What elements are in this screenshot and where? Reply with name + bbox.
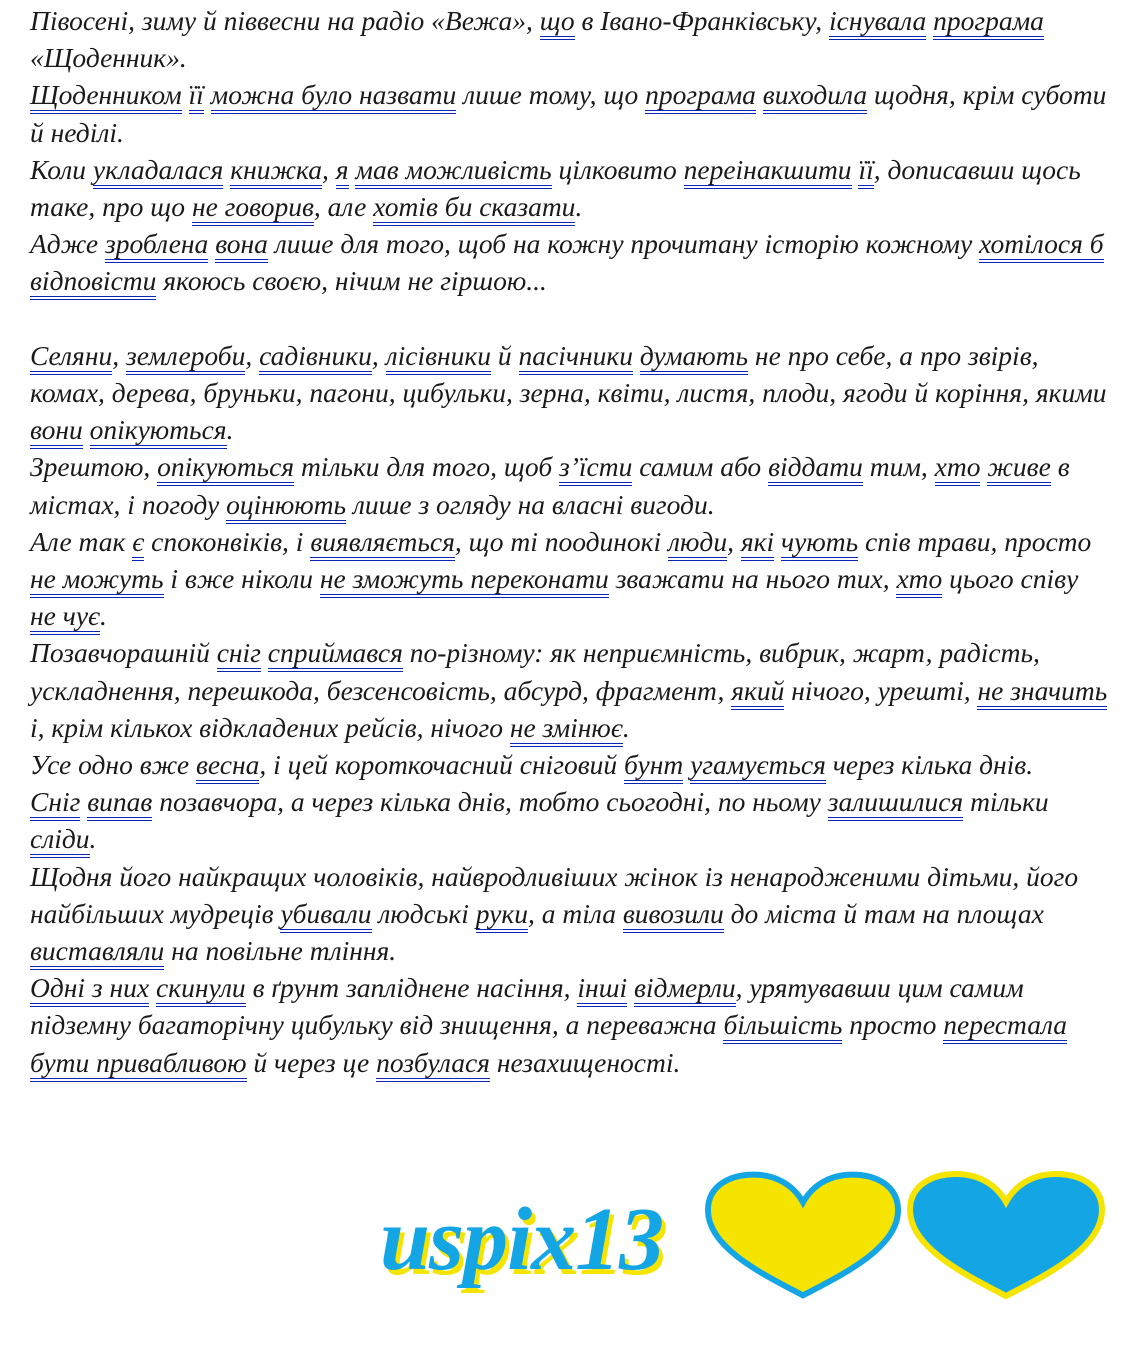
text-run: ,	[321, 153, 336, 185]
text-run: Щодня його найкращих чоловіків, найвродливіших жінок із ненародженими дітьми, його найбільших мудреців	[30, 860, 1079, 929]
text-run: .	[100, 600, 107, 632]
underlined-word: переінакшити	[684, 154, 852, 189]
paragraph	[30, 634, 1110, 746]
paragraph	[30, 225, 1110, 299]
blue-heart-icon	[906, 1170, 1106, 1300]
underlined-word: вивозили	[623, 898, 724, 933]
text-run: спів трави, просто	[858, 525, 1092, 557]
text-run: й	[491, 339, 519, 371]
underlined-word: чують	[781, 526, 858, 561]
text-run: Усе одно вже	[30, 749, 196, 781]
text-run	[633, 340, 640, 371]
underlined-word: її	[858, 154, 873, 189]
underlined-word: книжка	[230, 154, 322, 189]
underlined-word: угамується	[690, 749, 826, 784]
underlined-word: вони	[30, 414, 83, 449]
underlined-word: сприймався	[268, 637, 403, 672]
text-run: якоюсь своєю, нічим не гіршою...	[156, 265, 547, 297]
underlined-word: вона	[215, 228, 268, 263]
underlined-word: хто	[896, 563, 942, 598]
text-run: просто	[842, 1009, 944, 1041]
underlined-word: виявляється	[310, 526, 455, 561]
underlined-word: я	[336, 154, 349, 189]
text-run: позавчора, а через кілька днів, тобто сьогодні, по ньому	[152, 786, 828, 818]
text-run: , але	[313, 191, 374, 223]
underlined-word: не говорив	[192, 191, 314, 226]
underlined-word: хто	[935, 451, 981, 486]
underlined-word: сніг	[217, 637, 261, 672]
text-run: «Щоденник».	[30, 42, 187, 74]
text-run: тим,	[862, 451, 935, 483]
underlined-word: хотілося б відповісти	[30, 228, 1104, 300]
underlined-word: не значить	[977, 675, 1107, 710]
underlined-word: Щоденником	[30, 79, 182, 114]
underlined-word: перестала бути привабливою	[30, 1009, 1067, 1081]
underlined-word: зроблена	[105, 228, 208, 263]
underlined-word: можна було назвати	[211, 79, 457, 114]
text-run: .	[622, 711, 630, 743]
text-run: ,	[112, 339, 126, 371]
underlined-word: весна	[196, 749, 259, 784]
underlined-word: лісівники	[386, 340, 491, 375]
underlined-word: пасічники	[519, 340, 633, 375]
paragraph	[30, 523, 1110, 635]
text-run: .	[89, 823, 97, 855]
underlined-word: живе	[987, 451, 1050, 486]
underlined-word: які	[741, 526, 774, 561]
text-run: цього співу	[942, 563, 1079, 595]
paragraph	[30, 151, 1110, 225]
underlined-word: виставляли	[30, 935, 164, 970]
text-run	[756, 79, 763, 110]
text-run: в містах, і погоду	[30, 451, 1070, 520]
underlined-word: бунт	[624, 749, 683, 784]
underlined-word: існувала	[829, 5, 926, 40]
underlined-word: опікуються	[90, 414, 227, 449]
text-run: не про себе, а про звірів, комах, дерева, бруньки, пагони, цибульки, зерна, квіти, листя, плоди, ягоди й коріння, якими	[30, 339, 1107, 409]
text-run: Позавчорашній	[30, 637, 217, 669]
underlined-word: убивали	[280, 898, 371, 933]
text-run: Зрештою,	[30, 451, 158, 483]
text-run: через кілька днів.	[825, 749, 1034, 781]
text-run	[627, 972, 634, 1003]
text-run: ,	[371, 339, 386, 371]
text-run: .	[226, 414, 234, 446]
text-run: і, крім кількох відкладених рейсів, нічого	[30, 711, 510, 743]
text-run: споконвіків, і	[144, 525, 311, 557]
yellow-heart-icon	[704, 1170, 902, 1300]
underlined-word: відмерли	[634, 972, 736, 1007]
uspix13-logo: uspix13	[380, 1190, 664, 1289]
text-run: Але так	[30, 525, 133, 557]
paragraph	[30, 858, 1110, 970]
underlined-word: який	[731, 675, 784, 710]
text-run: , що ті поодинокі	[454, 525, 669, 557]
text-run	[261, 637, 268, 668]
text-run	[204, 79, 211, 110]
underlined-word: виходила	[763, 79, 867, 114]
text-run: на повільне тління.	[164, 935, 397, 967]
text-run: Адже	[30, 228, 106, 260]
underlined-word: скинули	[156, 972, 246, 1007]
underlined-word: мав можливість	[355, 154, 551, 189]
underlined-word: випав	[87, 786, 152, 821]
underlined-word: віддати	[768, 451, 863, 486]
text-run: лише тому, що	[456, 79, 646, 111]
paragraph	[30, 969, 1110, 1081]
underlined-word: є	[132, 526, 144, 561]
document-text	[30, 2, 1110, 1081]
paragraph	[30, 783, 1110, 857]
paragraph	[30, 2, 1110, 76]
paragraph	[30, 300, 1110, 337]
underlined-word: укладалася	[93, 154, 223, 189]
text-run: лише з огляду на власні вигоди.	[346, 488, 715, 520]
text-run: Півосені, зиму й піввесни на радіо «Вежа»,	[30, 5, 540, 36]
underlined-word: Селяни	[30, 340, 112, 375]
underlined-word: землероби	[126, 340, 245, 375]
text-run: тільки	[963, 786, 1049, 818]
underlined-word: не змінює	[510, 712, 623, 747]
underlined-word: програма	[933, 5, 1044, 40]
underlined-word: залишилися	[828, 786, 963, 821]
text-run	[83, 414, 90, 445]
underlined-word: що	[540, 5, 575, 40]
text-run: лише для того, щоб на кожну прочитану історію кожному	[267, 228, 980, 260]
underlined-word: не зможуть переконати	[320, 563, 609, 598]
underlined-word: позбулася	[376, 1047, 490, 1082]
underlined-word: її	[189, 79, 204, 114]
underlined-word: думають	[640, 340, 748, 375]
text-run: по-різному: як неприємність, вибрик, жарт, радість, ускладнення, перешкода, безсенсовість, абсурд, фрагмент,	[30, 637, 1040, 706]
underlined-word: люди	[668, 526, 727, 561]
underlined-word: не можуть	[30, 563, 164, 598]
text-run: до міста й там на площах	[723, 897, 1044, 929]
underlined-word: садівники	[259, 340, 372, 375]
text-run	[774, 526, 781, 557]
text-run: , дописавши щось таке, про що	[30, 153, 1081, 223]
paragraph	[30, 448, 1110, 522]
text-run: зважати на нього тих,	[608, 563, 897, 595]
text-run: людські	[371, 897, 476, 929]
underlined-word: сліди	[30, 823, 90, 858]
paragraph	[30, 76, 1110, 150]
text-run: й через це	[246, 1046, 377, 1078]
underlined-word: хотів би сказати	[373, 191, 575, 226]
text-run: в Івано-Франківську,	[574, 5, 829, 36]
paragraph	[30, 337, 1110, 449]
underlined-word: з’їсти	[559, 451, 632, 486]
text-run: нічого, урешті,	[784, 674, 978, 706]
text-run: і вже ніколи	[163, 563, 320, 595]
text-run	[149, 972, 156, 1003]
paragraph	[30, 746, 1110, 783]
text-run: тільки для того, щоб	[294, 451, 560, 483]
text-run: .	[575, 191, 583, 223]
underlined-word: інші	[577, 972, 627, 1007]
underlined-word: оцінюють	[226, 489, 346, 524]
underlined-word: програма	[645, 79, 756, 114]
text-run: , урятувавши цим самим підземну багаторічну цибульку від знищення, а переважна	[30, 972, 1024, 1041]
text-run: самим або	[632, 451, 769, 483]
text-run	[182, 79, 189, 110]
underlined-word: руки	[476, 898, 528, 933]
text-run: , а тіла	[528, 897, 623, 929]
text-run: незахищеності.	[489, 1046, 681, 1078]
underlined-word: Сніг	[30, 786, 80, 821]
underlined-word: не чує	[30, 600, 100, 635]
text-run: цілковито	[551, 153, 684, 185]
text-run: , і цей короткочасний сніговий	[259, 749, 625, 781]
underlined-word: опікуються	[157, 451, 294, 486]
text-run: в ґрунт запліднене насіння,	[245, 972, 578, 1004]
text-run: ,	[245, 339, 260, 371]
text-run: щодня, крім суботи й неділі.	[30, 79, 1107, 148]
underlined-word: Одні з них	[30, 972, 149, 1007]
text-run: Коли	[30, 153, 93, 185]
underlined-word: більшість	[723, 1009, 842, 1044]
text-run: ,	[727, 525, 741, 557]
